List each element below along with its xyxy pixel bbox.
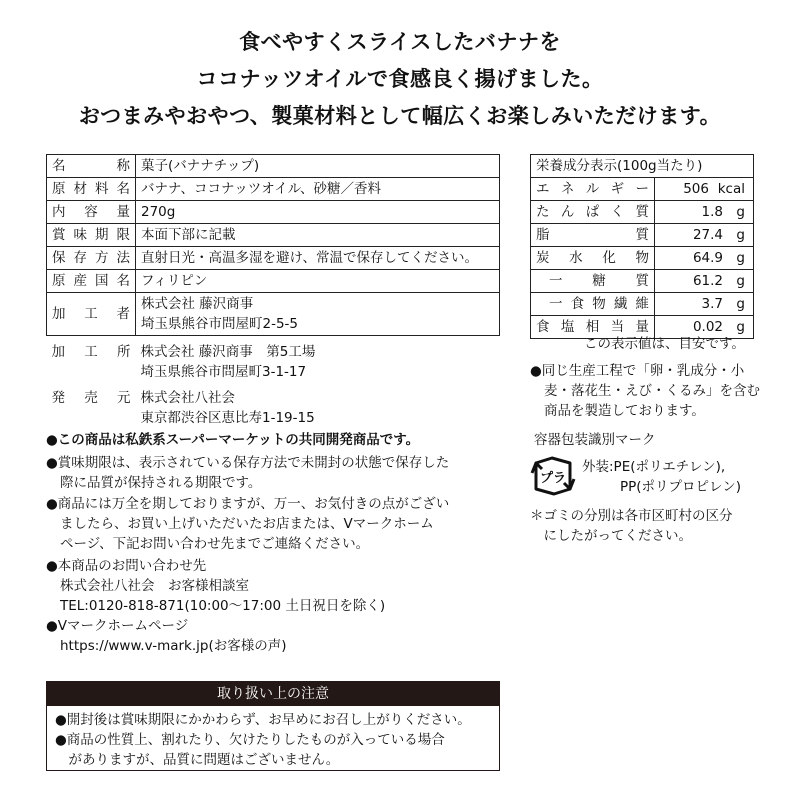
label-row-expiry [47,224,500,247]
headline-line: ココナッツオイルで食感良く揚げました。 [196,67,604,91]
contact-note [46,556,385,616]
label-row-processor [47,293,500,336]
caution-line: がありますが、品質に問題はございません。 [55,752,340,768]
nutrition-table [530,154,754,339]
nutrition-key: 一食物繊維 [531,293,655,316]
note-line: ●本商品のお問い合わせ先 [46,558,207,574]
nutrition-value [655,247,754,270]
nutrition-key: 脂質 [531,224,655,247]
note-line: PP(ポリプロピレン) [620,479,741,495]
note-line: 際に品質が保持される期限です。 [60,475,262,491]
nutrition-unit: kcal [717,181,745,197]
quality-note [46,494,449,554]
label-key: 原材料名 [47,178,136,201]
packaging-title: 容器包装識別マーク [534,432,656,448]
nutrition-number: 506 [683,181,709,197]
caution-box [46,705,500,771]
nutrition-row [531,201,754,224]
pla-recycle-icon [530,455,576,497]
nutrition-number: 0.02 [692,319,723,335]
label-key: 加工者 [47,293,136,336]
nutrition-unit: g [736,204,745,220]
label-key: 原産国名 [47,270,136,293]
nutrition-key: たんぱく質 [531,201,655,224]
label-key: 名称 [47,155,136,178]
allergen-note [530,361,760,421]
nutrition-unit: g [736,273,745,289]
nutrition-header: 栄養成分表示(100g当たり) [531,155,754,178]
label-value [136,388,500,428]
label-value-line: 株式会社八社会 [140,390,235,406]
nutrition-key: 一糖質 [531,270,655,293]
label-value-line: 東京都渋谷区恵比寿1-19-15 [140,410,315,426]
nutrition-header-row [531,155,754,178]
nutrition-key: 炭水化物 [531,247,655,270]
nutrition-unit: g [736,250,745,266]
nutrition-row [531,247,754,270]
label-row-factory [47,342,500,382]
nutrition-key: 食塩相当量 [531,316,655,339]
note-line: ●賞味期限は、表示されている保存方法で未開封の状態で保存した [46,455,450,471]
nutrition-value [655,201,754,224]
label-value: 直射日光・高温多湿を避け、常温で保存してください。 [136,247,500,270]
nutrition-value [655,270,754,293]
nutrition-unit: g [736,296,745,312]
note-line: ＊ゴミの分別は各市区町村の区分 [530,508,733,524]
label-value: 本面下部に記載 [136,224,500,247]
nutrition-number: 1.8 [701,204,723,220]
nutrition-row [531,178,754,201]
headline-line: おつまみやおやつ、製菓材料として幅広くお楽しみいただけます。 [78,104,722,128]
label-key: 保存方法 [47,247,136,270]
label-key: 賞味期限 [47,224,136,247]
nutrition-row [531,224,754,247]
label-key: 内容量 [47,201,136,224]
label-value: フィリピン [136,270,500,293]
note-line: 株式会社八社会 お客様相談室 [60,578,249,594]
label-row-name [47,155,500,178]
nutrition-footnote: この表示値は、目安です。 [584,336,745,352]
nutrition-key: エネルギー [531,178,655,201]
nutrition-row [531,293,754,316]
vmark-url: https://www.v-mark.jp(お客様の声) [60,638,287,654]
nutrition-number: 3.7 [701,296,723,312]
note-line: ましたら、お買い上げいただいたお店または、Vマークホーム [60,516,434,532]
nutrition-number: 64.9 [692,250,723,266]
caution-line: ●商品の性質上、割れたり、欠けたりしたものが入っている場合 [55,732,445,748]
label-value-line: 埼玉県熊谷市問屋町3-1-17 [140,364,307,380]
caution-title: 取り扱い上の注意 [46,681,500,705]
label-key: 発売元 [51,390,131,406]
label-value-line: 埼玉県熊谷市問屋町2-5-5 [141,316,299,332]
label-row-seller [47,388,500,428]
note-line: ●Vマークホームページ [46,618,189,634]
note-line: ページ、下記お問い合わせ先までご連絡ください。 [60,536,370,552]
note-line: 外装:PE(ポリエチレン), [582,459,726,475]
label-row-content [47,201,500,224]
headline [0,24,800,135]
label-value: バナナ、ココナッツオイル、砂糖／香料 [136,178,500,201]
label-row-ingredients [47,178,500,201]
vmark-note [46,616,287,656]
note-line: 麦・落花生・えび・くるみ」を含む [544,383,760,399]
garbage-note [530,506,733,546]
product-label-table [46,154,500,428]
nutrition-number: 61.2 [692,273,723,289]
label-row-origin [47,270,500,293]
note-line: TEL:0120-818-871(10:00〜17:00 土日祝日を除く) [60,598,386,614]
label-value [136,293,500,336]
note-line: ●同じ生産工程で「卵・乳成分・小 [530,363,745,379]
label-value [136,342,500,382]
label-value-line: 株式会社 藤沢商事 第5工場 [140,344,316,360]
caution-line: ●開封後は賞味期限にかかわらず、お早めにお召し上がりください。 [55,712,471,728]
private-brand-note: ●この商品は私鉄系スーパーマーケットの共同開発商品です。 [46,432,420,448]
headline-line: 食べやすくスライスしたバナナを [239,30,561,54]
expiry-note [46,453,449,493]
nutrition-unit: g [736,319,745,335]
nutrition-row [531,270,754,293]
note-line: 商品を製造しております。 [544,403,705,419]
note-line: ●商品には万全を期しておりますが、万一、お気付きの点がござい [46,496,450,512]
packaging-material [582,457,741,497]
nutrition-value [655,293,754,316]
nutrition-number: 27.4 [692,227,723,243]
nutrition-unit: g [736,227,745,243]
label-key: 加工所 [51,344,131,360]
nutrition-value [655,178,754,201]
nutrition-value [655,224,754,247]
label-value: 菓子(バナナチップ) [136,155,500,178]
label-value: 270g [136,201,500,224]
label-value-line: 株式会社 藤沢商事 [141,296,254,312]
note-line: にしたがってください。 [530,528,692,544]
svg-text:プラ: プラ [539,471,567,486]
label-row-storage [47,247,500,270]
